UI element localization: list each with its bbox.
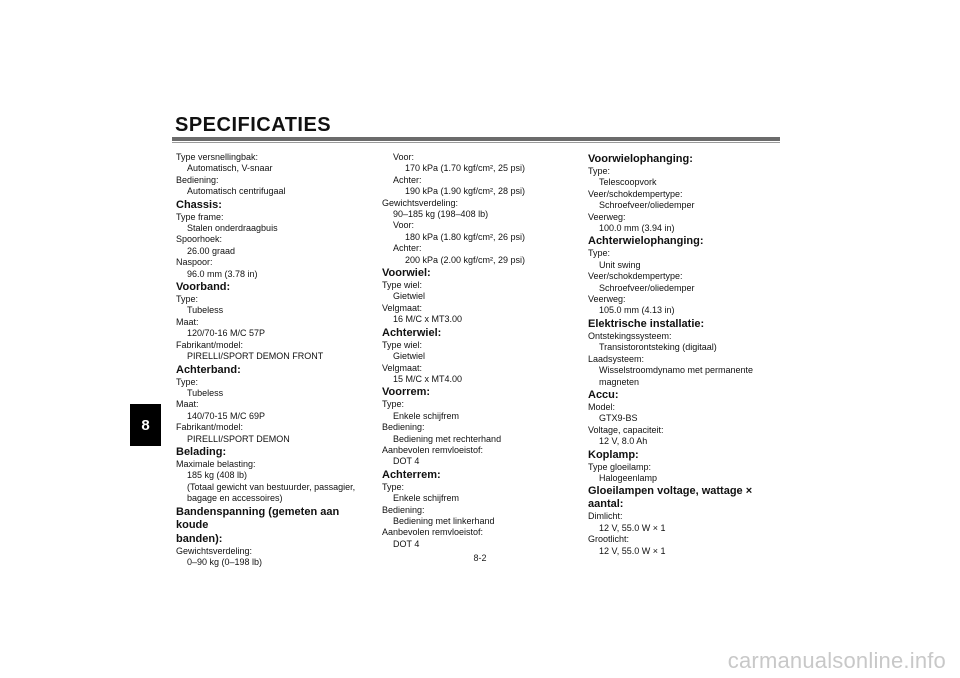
spec-value: Telescoopvork	[599, 177, 657, 188]
spec-value: 120/70-16 M/C 57P	[187, 328, 266, 339]
spec-value: 12 V, 55.0 W × 1	[599, 522, 666, 533]
spec-column-1	[176, 152, 366, 568]
spec-label: Type frame:	[176, 211, 224, 222]
spec-value: DOT 4	[393, 456, 420, 467]
spec-label: Spoorhoek:	[176, 234, 223, 245]
spec-label: Maat:	[176, 316, 199, 327]
page-number: 8-2	[473, 553, 487, 563]
spec-section-heading: Voorrem:	[382, 386, 431, 399]
spec-label: Type:	[382, 481, 405, 492]
spec-value: 96.0 mm (3.78 in)	[187, 268, 258, 279]
spec-label: Model:	[588, 401, 616, 412]
spec-label: Veer/schokdempertype:	[588, 188, 683, 199]
spec-value: Halogeenlamp	[599, 472, 658, 483]
spec-value: Bediening met rechterhand	[393, 433, 502, 444]
spec-label: Dimlicht:	[588, 511, 623, 522]
spec-label: Gewichtsverdeling:	[382, 197, 459, 208]
chapter-tab-label: 8	[141, 416, 150, 434]
spec-label: Fabrikant/model:	[176, 339, 244, 350]
spec-label: Aanbevolen remvloeistof:	[382, 444, 484, 455]
spec-label: Laadsysteem:	[588, 353, 645, 364]
spec-label: Type wiel:	[382, 339, 423, 350]
spec-section-heading: Achterrem:	[382, 468, 441, 481]
spec-value: Transistorontsteking (digitaal)	[599, 342, 717, 353]
spec-section-heading: Voorwielophanging:	[588, 153, 693, 165]
spec-value: 16 M/C x MT3.00	[393, 314, 463, 325]
spec-value: bagage en accessoires)	[187, 493, 283, 504]
spec-label: Grootlicht:	[588, 534, 630, 545]
spec-section-heading: banden):	[176, 532, 223, 545]
spec-value: Wisselstroomdynamo met permanente	[599, 365, 754, 376]
spec-label: Maat:	[176, 399, 199, 410]
spec-label: Aanbevolen remvloeistof:	[382, 527, 484, 538]
spec-value: 100.0 mm (3.94 in)	[599, 223, 675, 234]
spec-value: DOT 4	[393, 538, 420, 549]
page-title: SPECIFICATIES	[175, 114, 332, 136]
spec-section-heading: Achterband:	[176, 363, 241, 376]
spec-label: Bediening:	[382, 422, 425, 433]
spec-label: Ontstekingssysteem:	[588, 330, 672, 341]
title-rule	[172, 137, 780, 141]
spec-label: Veerweg:	[588, 294, 626, 305]
spec-label: Type:	[588, 166, 611, 176]
spec-value: 15 M/C x MT4.00	[393, 373, 463, 384]
spec-value: Gietwiel	[393, 291, 426, 302]
spec-label: Velgmaat:	[382, 302, 423, 313]
spec-value: 185 kg (408 lb)	[187, 470, 248, 481]
spec-value: 90–185 kg (198–408 lb)	[393, 209, 489, 220]
spec-section-heading: Gloeilampen voltage, wattage × aantal:	[588, 485, 753, 511]
spec-value: Schroefveer/oliedemper	[599, 282, 695, 293]
spec-label: Type versnellingbak:	[176, 152, 259, 162]
spec-value: 190 kPa (1.90 kgf/cm², 28 psi)	[405, 186, 526, 197]
spec-column-3	[588, 152, 788, 557]
spec-value: magneten	[599, 376, 640, 387]
spec-value: Voor:	[393, 152, 415, 162]
spec-value: 140/70-15 M/C 69P	[187, 410, 266, 421]
spec-section-heading: Chassis:	[176, 198, 222, 211]
spec-value: 170 kPa (1.70 kgf/cm², 25 psi)	[405, 163, 526, 174]
spec-label: Type:	[382, 399, 405, 410]
spec-label: Naspoor:	[176, 257, 213, 268]
spec-value: Automatisch, V-snaar	[187, 163, 273, 174]
spec-column-2	[382, 152, 572, 550]
spec-value: PIRELLI/SPORT DEMON FRONT	[187, 351, 324, 362]
spec-label: Velgmaat:	[382, 362, 423, 373]
spec-value: Achter:	[393, 174, 422, 185]
title-rule-thin	[172, 142, 780, 143]
spec-value: 12 V, 55.0 W × 1	[599, 545, 666, 556]
spec-value: Tubeless	[187, 387, 224, 398]
spec-label: Type gloeilamp:	[588, 461, 652, 472]
spec-value: 180 kPa (1.80 kgf/cm², 26 psi)	[405, 231, 526, 242]
spec-value: Gietwiel	[393, 351, 426, 362]
spec-value: GTX9-BS	[599, 413, 638, 424]
spec-value: 105.0 mm (4.13 in)	[599, 305, 675, 316]
spec-section-heading: Accu:	[588, 388, 619, 401]
spec-label: Type:	[588, 248, 611, 259]
spec-value: Tubeless	[187, 305, 224, 316]
spec-section-heading: Achterwielophanging:	[588, 235, 704, 248]
spec-value: Achter:	[393, 243, 422, 254]
spec-value: (Totaal gewicht van bestuurder, passagier,	[187, 481, 356, 492]
spec-value: 26.00 graad	[187, 245, 236, 256]
spec-section-heading: Belading:	[176, 445, 227, 458]
spec-section-heading: Koplamp:	[588, 448, 639, 461]
spec-label: Type wiel:	[382, 280, 423, 291]
spec-label: Voltage, capaciteit:	[588, 424, 664, 435]
spec-label: Bediening:	[176, 174, 219, 185]
spec-value: Enkele schijfrem	[393, 493, 460, 504]
spec-label: Type:	[176, 294, 199, 305]
spec-value: PIRELLI/SPORT DEMON	[187, 433, 290, 444]
spec-label: Veerweg:	[588, 211, 626, 222]
spec-label: Bediening:	[382, 504, 425, 515]
spec-value: Enkele schijfrem	[393, 410, 460, 421]
spec-value: 0–90 kg (0–198 lb)	[187, 556, 263, 567]
spec-section-heading: Voorwiel:	[382, 267, 431, 280]
spec-section-heading: Voorband:	[176, 281, 231, 294]
spec-value: Schroefveer/oliedemper	[599, 200, 695, 211]
spec-label: Type:	[176, 376, 199, 387]
spec-label: Veer/schokdempertype:	[588, 271, 683, 282]
spec-value: 12 V, 8.0 Ah	[599, 436, 648, 447]
spec-label: Gewichtsverdeling:	[176, 545, 253, 556]
spec-section-heading: Bandenspanning (gemeten aan koude	[176, 505, 340, 531]
chapter-tab	[130, 404, 161, 446]
spec-value: Stalen onderdraagbuis	[187, 223, 278, 234]
spec-value: Automatisch centrifugaal	[187, 186, 286, 197]
spec-section-heading: Achterwiel:	[382, 326, 442, 339]
watermark-footer: carmanualsonline.info	[727, 648, 946, 673]
spec-value: 200 kPa (2.00 kgf/cm², 29 psi)	[405, 254, 526, 265]
spec-value: Voor:	[393, 220, 415, 231]
spec-label: Fabrikant/model:	[176, 422, 244, 433]
spec-section-heading: Elektrische installatie:	[588, 317, 705, 330]
spec-label: Maximale belasting:	[176, 458, 256, 469]
spec-value: Unit swing	[599, 259, 641, 270]
spec-value: Bediening met linkerhand	[393, 515, 495, 526]
